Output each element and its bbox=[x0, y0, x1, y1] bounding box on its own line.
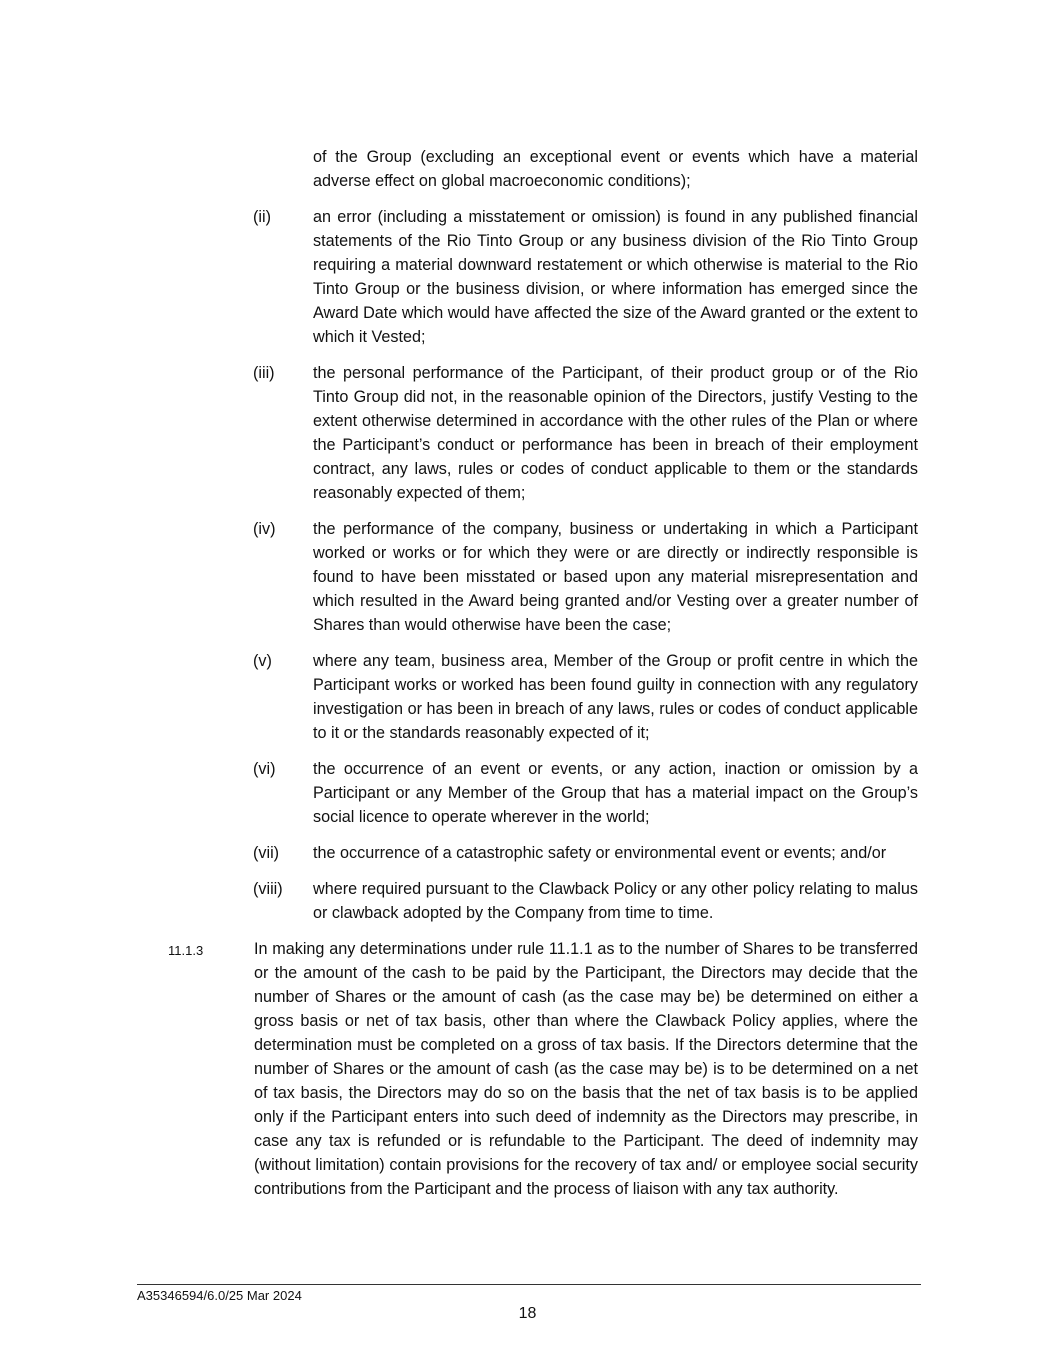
list-item-number: (vi) bbox=[253, 760, 276, 778]
footer-document-reference: A35346594/6.0/25 Mar 2024 bbox=[137, 1288, 302, 1303]
list-item-number: (vii) bbox=[253, 844, 280, 862]
list-item-text: where required pursuant to the Clawback Policy or any other policy relating to malus or clawback adopted by the Company from time to time. bbox=[313, 880, 918, 922]
list-item-text: the personal performance of the Participant, of their product group or of the Rio Tinto Group did not, in the reasonable opinion of the Directors, justify Vesting to the extent otherwise determined in accordance with the other rules of the Plan or where the Participant’s conduct or performance has been in breach of their employment contract, any laws, rules or codes of conduct applicable to them or the standards reasonably expected of them; bbox=[313, 364, 918, 502]
rule-number: 11.1.3 bbox=[168, 943, 204, 958]
continuation-paragraph: of the Group (excluding an exceptional event or events which have a material adverse effect on global macroeconomic conditions); bbox=[313, 148, 918, 190]
list-item-number: (iii) bbox=[253, 364, 275, 382]
list-item-number: (iv) bbox=[253, 520, 276, 538]
list-item-text: the performance of the company, business or undertaking in which a Participant worked or works or for which they were or are directly or indirectly responsible is found to have been misstated or based upon any material misrepresentation and which resulted in the Award being granted and/or Vesting over a greater number of Shares than would otherwise have been the case; bbox=[313, 520, 918, 634]
rule-text: In making any determinations under rule 11.1.1 as to the number of Shares to be transferred or the amount of the cash to be paid by the Participant, the Directors may decide that the number of Shares or the amount of cash (as the case may be) be determined on either a gross basis or net of tax basis, other than where the Clawback Policy applies, where the determination must be completed on a gross of tax basis. If the Directors determine that the number of Shares or the amount of cash (as the case may be) is to be determined on a net of tax basis, the Directors may do so on the basis that the net of tax basis is to be applied only if the Participant enters into such deed of indemnity as the Directors may prescribe, in case any tax is refunded or is refundable to the Participant. The deed of indemnity may (without limitation) contain provisions for the recovery of tax and/ or employee social security contributions from the Participant and the process of liaison with any tax authority. bbox=[254, 940, 918, 1198]
page-number: 18 bbox=[518, 1305, 537, 1322]
footer-divider bbox=[137, 1284, 921, 1285]
list-item-number: (viii) bbox=[253, 880, 283, 898]
list-item-text: an error (including a misstatement or omission) is found in any published financial statements of the Rio Tinto Group or any business division of the Rio Tinto Group requiring a material downward restatement or which otherwise is material to the Rio Tinto Group or the business division, or where information has emerged since the Award Date which would have affected the size of the Award granted or the extent to which it Vested; bbox=[313, 208, 918, 346]
list-item-number: (ii) bbox=[253, 208, 271, 226]
list-item-text: the occurrence of an event or events, or any action, inaction or omission by a Participant or any Member of the Group that has a material impact on the Group’s social licence to operate wherever in the world; bbox=[313, 760, 918, 826]
list-item-number: (v) bbox=[253, 652, 272, 670]
list-item-text: the occurrence of a catastrophic safety or environmental event or events; and/or bbox=[313, 844, 887, 862]
list-item-text: where any team, business area, Member of the Group or profit centre in which the Participant works or worked has been found guilty in connection with any regulatory investigation or has been in breach of any laws, rules or codes of conduct applicable to it or the standards reasonably expected of it; bbox=[313, 652, 918, 742]
